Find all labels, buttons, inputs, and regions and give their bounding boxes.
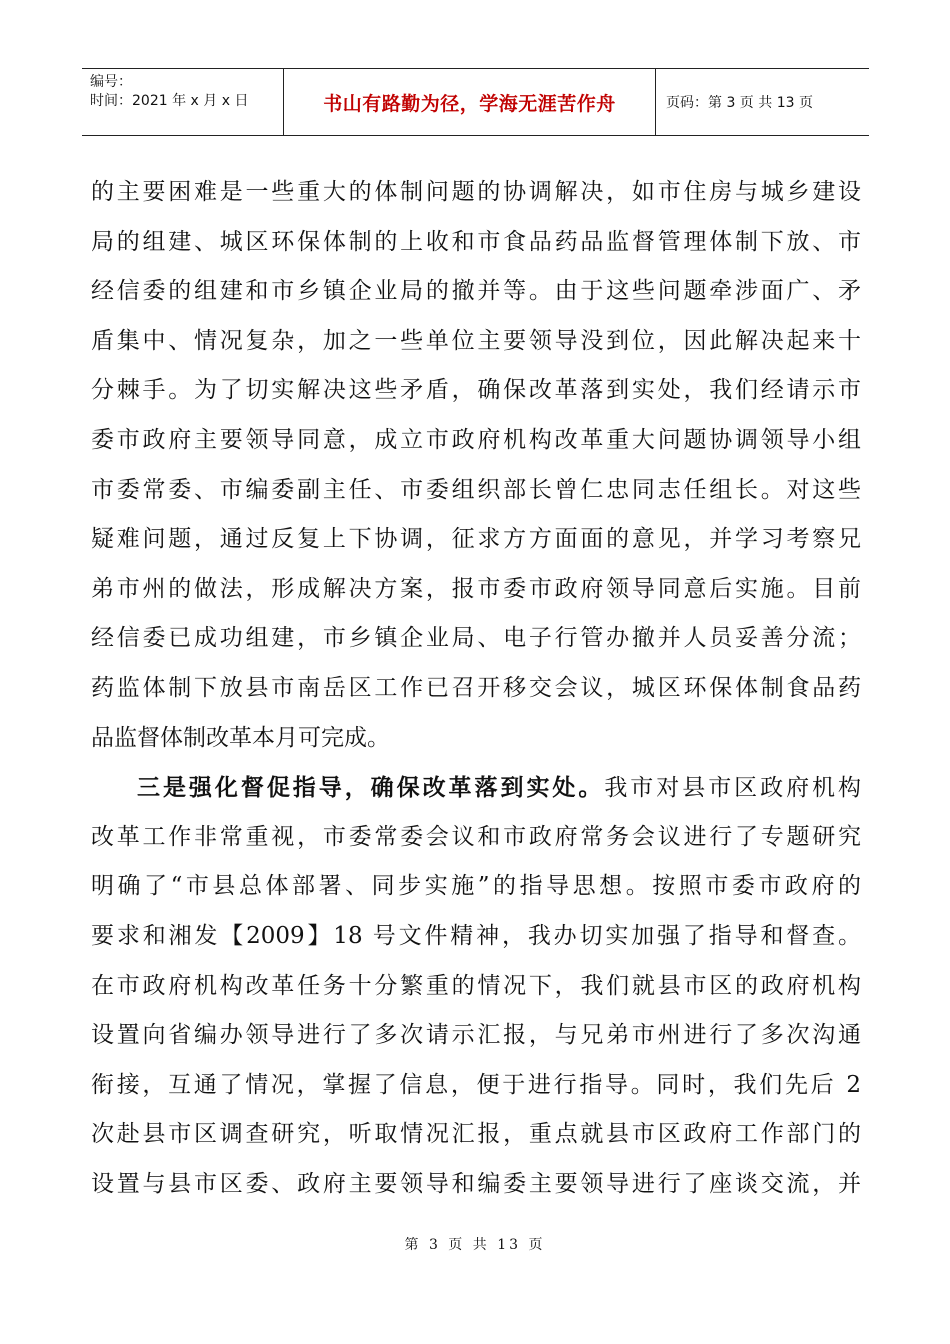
header-page-info: 页码：第 3 页 共 13 页 <box>666 95 813 111</box>
document-number-label: 编号： <box>90 74 132 90</box>
body-line: 委市政府主要领导同意，成立市政府机构改革重大问题协调领导小组 <box>91 426 861 453</box>
body-line: 局的组建、城区环保体制的上收和市食品药品监督管理体制下放、市 <box>91 228 861 255</box>
body-line: 分棘手。为了切实解决这些矛盾，确保改革落到实处，我们经请示市 <box>91 377 861 404</box>
body-line: 品监督体制改革本月可完成。 <box>91 724 390 751</box>
body-line: 次赴县市区调查研究，听取情况汇报，重点就县市区政府工作部门的 <box>91 1121 861 1148</box>
body-line: 药监体制下放县市南岳区工作已召开移交会议，城区环保体制食品药 <box>91 674 861 701</box>
body-line: 的主要困难是一些重大的体制问题的协调解决，如市住房与城乡建设 <box>91 179 861 205</box>
body-line: 改革工作非常重视，市委常委会议和市政府常务会议进行了专题研究 <box>91 823 861 850</box>
header-meta <box>82 69 284 135</box>
body-line: 经信委已成功组建，市乡镇企业局、电子行管办撤并人员妥善分流； <box>91 625 861 652</box>
page-footer: 第 3 页 共 13 页 <box>404 1237 546 1253</box>
body-line: 市委常委、市编委副主任、市委组织部长曾仁忠同志任组长。对这些 <box>91 476 861 503</box>
header-motto: 书山有路勤为径，学海无涯苦作舟 <box>284 69 656 135</box>
page-header <box>82 68 869 136</box>
body-line: 疑难问题，通过反复上下协调，征求方方面面的意见，并学习考察兄 <box>91 526 861 553</box>
document-body <box>91 168 861 1209</box>
paragraph-heading-line <box>91 763 861 813</box>
body-line: 设置向省编办领导进行了多次请示汇报，与兄弟市州进行了多次沟通 <box>91 1022 861 1049</box>
body-line: 要求和湘发【2009】18 号文件精神，我办切实加强了指导和督查。 <box>91 922 861 949</box>
paragraph-text: 我市对县市区政府机构 <box>604 775 861 802</box>
body-line: 设置与县市区委、政府主要领导和编委主要领导进行了座谈交流，并 <box>91 1170 861 1197</box>
paragraph-heading: 三是强化督促指导，确保改革落到实处。 <box>137 774 605 802</box>
body-line: 在市政府机构改革任务十分繁重的情况下，我们就县市区的政府机构 <box>91 972 861 999</box>
body-line: 明确了“市县总体部署、同步实施”的指导思想。按照市委市政府的 <box>91 873 861 900</box>
document-date: 时间：2021 年 x 月 x 日 <box>90 93 249 109</box>
body-line: 衔接，互通了情况，掌握了信息，便于进行指导。同时，我们先后 2 <box>91 1071 861 1098</box>
body-line: 盾集中、情况复杂，加之一些单位主要领导没到位，因此解决起来十 <box>91 327 861 354</box>
body-line: 经信委的组建和市乡镇企业局的撤并等。由于这些问题牵涉面广、矛 <box>91 278 861 305</box>
body-line: 弟市州的做法，形成解决方案，报市委市政府领导同意后实施。目前 <box>91 575 861 602</box>
